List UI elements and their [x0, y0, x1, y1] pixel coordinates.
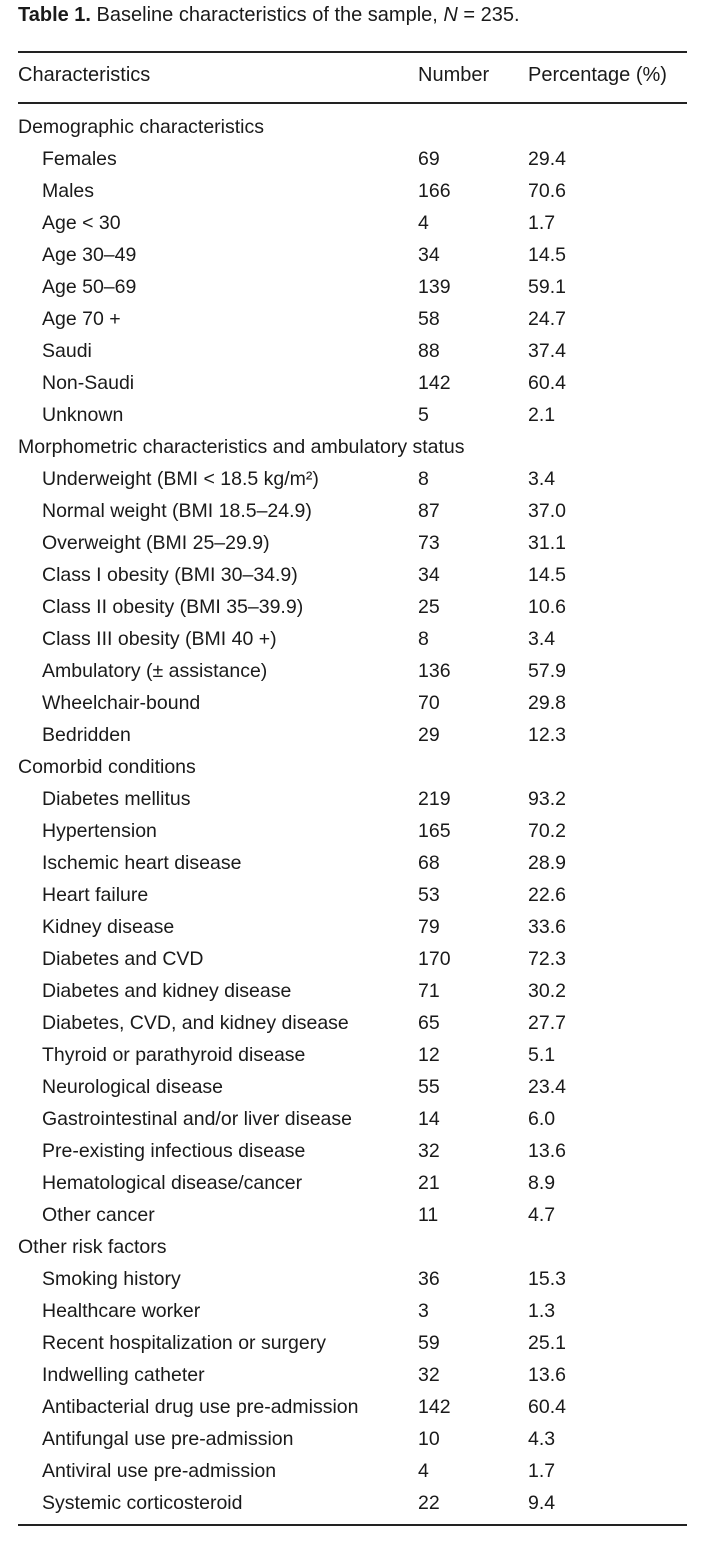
row-percentage: 25.1 [528, 1332, 566, 1354]
table-row [0, 178, 704, 210]
table-row [0, 498, 704, 530]
row-label: Males [42, 180, 95, 202]
row-number: 3 [418, 1300, 429, 1322]
row-number: 166 [418, 180, 451, 202]
row-number: 11 [418, 1204, 439, 1226]
row-label: Wheelchair-bound [42, 692, 201, 714]
row-label: Heart failure [42, 884, 149, 906]
row-label: Hypertension [42, 820, 157, 842]
row-percentage: 10.6 [528, 596, 566, 618]
row-number: 34 [418, 564, 440, 586]
row-number: 88 [418, 340, 440, 362]
row-label: Saudi [42, 340, 92, 362]
row-label: Indwelling catheter [42, 1364, 205, 1386]
row-label: Hematological disease/cancer [42, 1172, 303, 1194]
row-percentage: 24.7 [528, 308, 566, 330]
row-label: Smoking history [42, 1268, 181, 1290]
row-percentage: 13.6 [528, 1140, 566, 1162]
row-label: Unknown [42, 404, 124, 426]
row-label: Diabetes and CVD [42, 948, 204, 970]
row-percentage: 33.6 [528, 916, 566, 938]
row-label: Antibacterial drug use pre-admission [42, 1396, 359, 1418]
table-row [0, 978, 704, 1010]
row-number: 59 [418, 1332, 440, 1354]
table-row [0, 1042, 704, 1074]
row-percentage: 3.4 [528, 468, 556, 490]
row-percentage: 27.7 [528, 1012, 566, 1034]
row-number: 4 [418, 1460, 429, 1482]
row-label: Females [42, 148, 117, 170]
row-label: Age 50–69 [42, 276, 137, 298]
table-row [0, 466, 704, 498]
row-percentage: 9.4 [528, 1492, 556, 1514]
row-label: Gastrointestinal and/or liver disease [42, 1108, 352, 1130]
table-row [0, 306, 704, 338]
table-caption [18, 4, 520, 27]
row-number: 21 [418, 1172, 440, 1194]
header-number: Number [418, 64, 490, 86]
row-label: Class III obesity (BMI 40 +) [42, 628, 277, 650]
table-row [0, 562, 704, 594]
table-row [0, 594, 704, 626]
table-row [0, 850, 704, 882]
section-title: Morphometric characteristics and ambulatory status [18, 436, 465, 458]
row-number: 32 [418, 1364, 440, 1386]
row-percentage: 1.7 [528, 212, 556, 234]
row-number: 142 [418, 372, 451, 394]
table-row [0, 1138, 704, 1170]
table-row [0, 1266, 704, 1298]
row-percentage: 37.0 [528, 500, 566, 522]
table-row [0, 1106, 704, 1138]
table-row [0, 1170, 704, 1202]
row-percentage: 28.9 [528, 852, 566, 874]
table-row [0, 1010, 704, 1042]
row-number: 71 [418, 980, 440, 1002]
table-row [0, 914, 704, 946]
table-row [0, 818, 704, 850]
row-percentage: 60.4 [528, 1396, 566, 1418]
row-percentage: 70.2 [528, 820, 566, 842]
row-percentage: 23.4 [528, 1076, 566, 1098]
row-number: 5 [418, 404, 429, 426]
caption-n-symbol: N [443, 4, 458, 26]
row-percentage: 70.6 [528, 180, 566, 202]
row-number: 65 [418, 1012, 440, 1034]
row-number: 10 [418, 1428, 440, 1450]
row-label: Underweight (BMI < 18.5 kg/m²) [42, 468, 319, 490]
row-number: 22 [418, 1492, 440, 1514]
top-rule [18, 51, 687, 53]
table-row [0, 786, 704, 818]
row-number: 8 [418, 628, 429, 650]
row-label: Recent hospitalization or surgery [42, 1332, 326, 1354]
row-percentage: 12.3 [528, 724, 566, 746]
row-number: 12 [418, 1044, 440, 1066]
table-row [0, 1426, 704, 1458]
row-number: 32 [418, 1140, 440, 1162]
row-label: Other cancer [42, 1204, 155, 1226]
row-percentage: 72.3 [528, 948, 566, 970]
table-row [0, 946, 704, 978]
table-row [0, 338, 704, 370]
row-percentage: 14.5 [528, 564, 566, 586]
row-number: 53 [418, 884, 440, 906]
row-label: Overweight (BMI 25–29.9) [42, 532, 270, 554]
row-number: 4 [418, 212, 429, 234]
row-number: 142 [418, 1396, 451, 1418]
row-percentage: 14.5 [528, 244, 566, 266]
row-percentage: 59.1 [528, 276, 566, 298]
row-label: Diabetes mellitus [42, 788, 191, 810]
caption-text: Baseline characteristics of the sample, [91, 4, 444, 26]
row-label: Ischemic heart disease [42, 852, 242, 874]
row-number: 136 [418, 660, 451, 682]
section-title: Demographic characteristics [18, 116, 265, 138]
row-label: Kidney disease [42, 916, 175, 938]
table-row [0, 658, 704, 690]
table-row [0, 1490, 704, 1522]
header-characteristics: Characteristics [18, 64, 151, 86]
table-row [0, 1458, 704, 1490]
bottom-rule [18, 1524, 687, 1526]
table-row [0, 402, 704, 434]
row-label: Class I obesity (BMI 30–34.9) [42, 564, 298, 586]
row-number: 29 [418, 724, 440, 746]
row-label: Neurological disease [42, 1076, 224, 1098]
row-percentage: 8.9 [528, 1172, 556, 1194]
section-header-row [0, 754, 704, 786]
table-row [0, 274, 704, 306]
row-percentage: 3.4 [528, 628, 556, 650]
row-label: Age 70 + [42, 308, 121, 330]
row-percentage: 4.7 [528, 1204, 556, 1226]
section-title: Other risk factors [18, 1236, 167, 1258]
row-percentage: 29.8 [528, 692, 566, 714]
table-row [0, 1394, 704, 1426]
row-percentage: 93.2 [528, 788, 566, 810]
table-row [0, 146, 704, 178]
row-label: Age < 30 [42, 212, 121, 234]
section-title: Comorbid conditions [18, 756, 196, 778]
row-percentage: 1.3 [528, 1300, 556, 1322]
row-number: 14 [418, 1108, 440, 1130]
table-row [0, 370, 704, 402]
table-row [0, 210, 704, 242]
table-row [0, 242, 704, 274]
row-number: 79 [418, 916, 440, 938]
row-label: Normal weight (BMI 18.5–24.9) [42, 500, 312, 522]
row-number: 170 [418, 948, 451, 970]
row-number: 69 [418, 148, 440, 170]
row-percentage: 57.9 [528, 660, 566, 682]
row-percentage: 31.1 [528, 532, 566, 554]
row-number: 87 [418, 500, 440, 522]
table-row [0, 530, 704, 562]
row-percentage: 37.4 [528, 340, 566, 362]
table-row [0, 1330, 704, 1362]
row-percentage: 15.3 [528, 1268, 566, 1290]
table-row [0, 1298, 704, 1330]
row-label: Age 30–49 [42, 244, 137, 266]
row-label: Pre-existing infectious disease [42, 1140, 306, 1162]
row-number: 25 [418, 596, 440, 618]
row-label: Healthcare worker [42, 1300, 201, 1322]
row-number: 58 [418, 308, 440, 330]
row-number: 68 [418, 852, 440, 874]
row-label: Diabetes and kidney disease [42, 980, 292, 1002]
row-percentage: 29.4 [528, 148, 566, 170]
row-percentage: 4.3 [528, 1428, 556, 1450]
row-percentage: 1.7 [528, 1460, 556, 1482]
row-label: Systemic corticosteroid [42, 1492, 243, 1514]
row-label: Antifungal use pre-admission [42, 1428, 294, 1450]
table-row [0, 1202, 704, 1234]
row-percentage: 13.6 [528, 1364, 566, 1386]
table-row [0, 690, 704, 722]
row-percentage: 5.1 [528, 1044, 556, 1066]
section-header-row [0, 434, 704, 466]
section-header-row [0, 114, 704, 146]
row-label: Thyroid or parathyroid disease [42, 1044, 306, 1066]
row-number: 165 [418, 820, 451, 842]
table-row [0, 1362, 704, 1394]
table-row [0, 882, 704, 914]
row-number: 73 [418, 532, 440, 554]
row-number: 8 [418, 468, 429, 490]
row-label: Ambulatory (± assistance) [42, 660, 268, 682]
row-label: Non-Saudi [42, 372, 135, 394]
row-percentage: 6.0 [528, 1108, 556, 1130]
section-header-row [0, 1234, 704, 1266]
row-label: Class II obesity (BMI 35–39.9) [42, 596, 304, 618]
row-number: 219 [418, 788, 451, 810]
header-rule [18, 102, 687, 104]
header-percentage: Percentage (%) [528, 64, 667, 86]
table-row [0, 626, 704, 658]
caption-n-value: = 235. [457, 4, 520, 26]
row-label: Diabetes, CVD, and kidney disease [42, 1012, 349, 1034]
row-label: Antiviral use pre-admission [42, 1460, 277, 1482]
row-percentage: 60.4 [528, 372, 566, 394]
table-row [0, 722, 704, 754]
row-number: 34 [418, 244, 440, 266]
row-number: 70 [418, 692, 440, 714]
row-number: 139 [418, 276, 451, 298]
row-percentage: 30.2 [528, 980, 566, 1002]
row-percentage: 22.6 [528, 884, 566, 906]
table-row [0, 1074, 704, 1106]
row-number: 36 [418, 1268, 440, 1290]
row-label: Bedridden [42, 724, 131, 746]
table-label: Table 1. [18, 4, 91, 26]
row-percentage: 2.1 [528, 404, 556, 426]
row-number: 55 [418, 1076, 440, 1098]
